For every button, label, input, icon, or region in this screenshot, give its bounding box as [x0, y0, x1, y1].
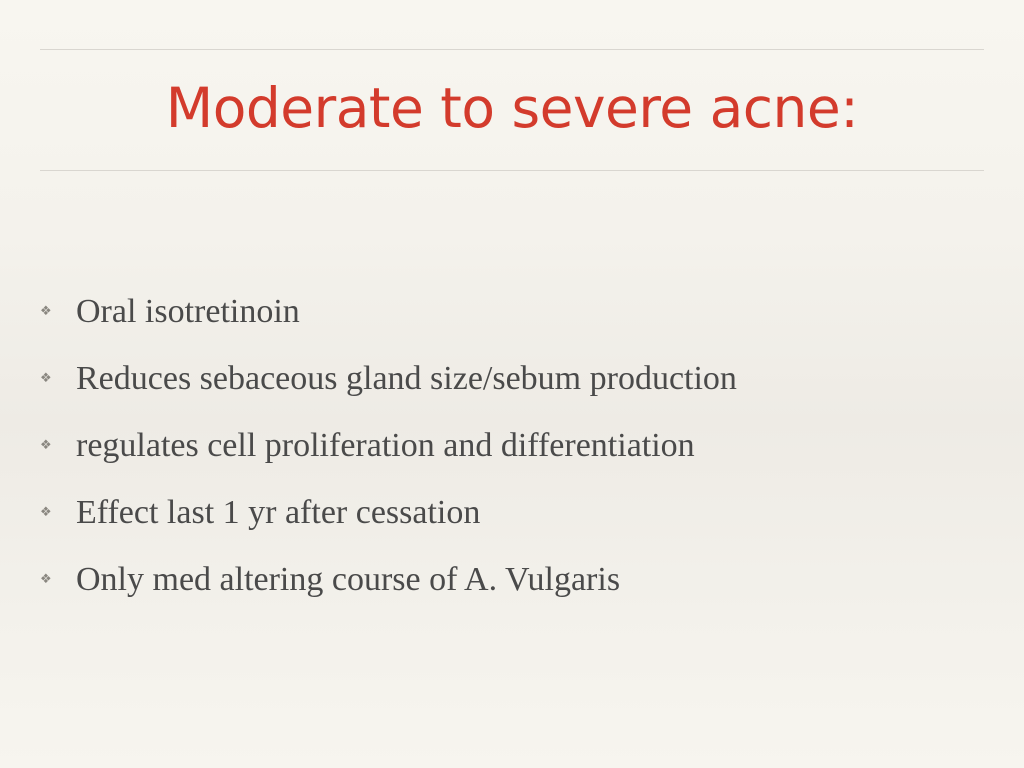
bullet-diamond-icon: ❖ [40, 505, 52, 520]
slide-title: Moderate to severe acne: [165, 76, 859, 140]
bullet-text: regulates cell proliferation and differentiation [76, 427, 695, 464]
bullet-list [40, 290, 737, 625]
list-item [40, 424, 737, 491]
bullet-diamond-icon: ❖ [40, 304, 52, 319]
bullet-diamond-icon: ❖ [40, 438, 52, 453]
list-item [40, 357, 737, 424]
list-item [40, 558, 737, 625]
bullet-diamond-icon: ❖ [40, 572, 52, 587]
bullet-text: Only med altering course of A. Vulgaris [76, 561, 621, 598]
bullet-text: Effect last 1 yr after cessation [76, 494, 481, 531]
title-top-rule [40, 49, 984, 50]
list-item [40, 290, 737, 357]
list-item [40, 491, 737, 558]
bullet-diamond-icon: ❖ [40, 371, 52, 386]
bullet-text: Reduces sebaceous gland size/sebum production [76, 360, 737, 397]
bullet-text: Oral isotretinoin [76, 293, 300, 330]
title-bottom-rule [40, 170, 984, 171]
